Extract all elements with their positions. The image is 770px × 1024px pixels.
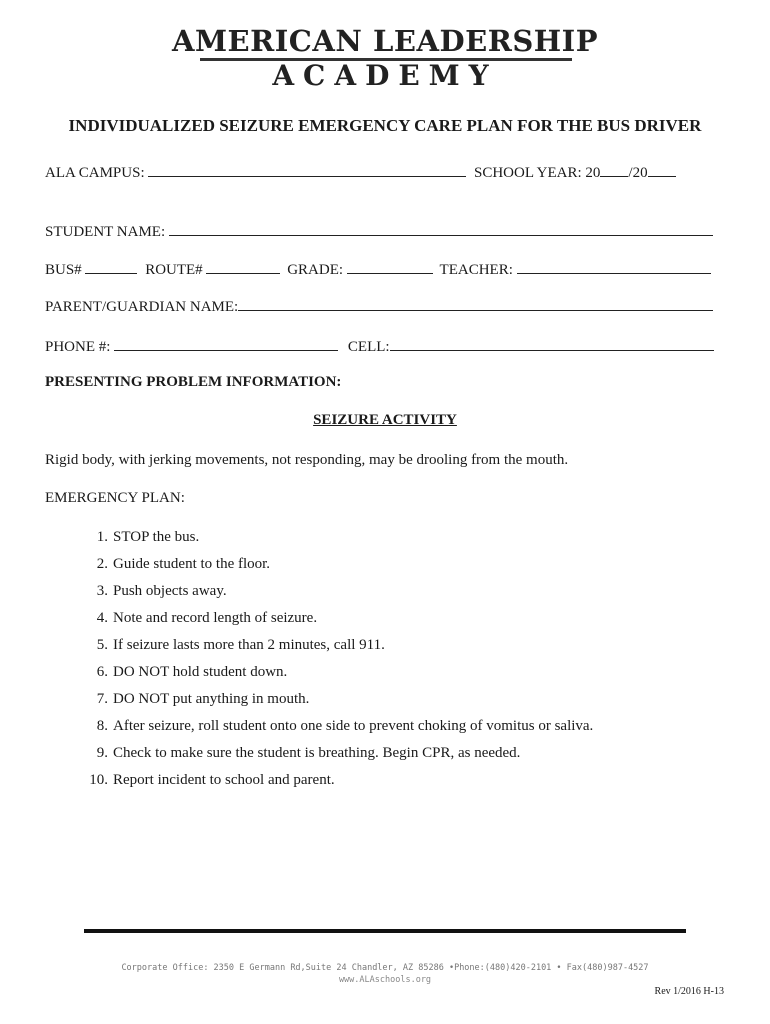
step-number: 10. (89, 772, 108, 788)
student-name-row (45, 221, 713, 241)
campus-field[interactable] (148, 162, 466, 177)
step-number: 3. (96, 583, 108, 599)
student-name-label: STUDENT NAME: (45, 224, 166, 240)
seizure-activity-heading (0, 412, 770, 429)
grade-field[interactable] (347, 259, 433, 274)
parent-label: PARENT/GUARDIAN NAME: (45, 299, 239, 315)
document-title: INDIVIDUALIZED SEIZURE EMERGENCY CARE PLAN FOR THE BUS DRIVER (68, 116, 702, 135)
logo-line-1: AMERICAN LEADERSHIP (171, 24, 599, 58)
campus-label: ALA CAMPUS: (45, 165, 145, 181)
phone-field[interactable] (114, 336, 338, 351)
step-number: 9. (96, 745, 108, 761)
step-text: Note and record length of seizure. (113, 610, 318, 626)
step-number: 2. (96, 556, 108, 572)
revision-note: Rev 1/2016 H-13 (654, 986, 724, 997)
school-year-label: SCHOOL YEAR: 20 (474, 165, 601, 181)
bus-route-row (45, 259, 711, 279)
cell-field[interactable] (390, 336, 714, 351)
campus-row (45, 162, 466, 182)
step-text: After seizure, roll student onto one side to prevent choking of vomitus or saliva. (113, 718, 594, 734)
teacher-label: TEACHER: (439, 262, 513, 278)
step-text: Report incident to school and parent. (113, 772, 335, 788)
step-text: DO NOT put anything in mouth. (113, 691, 310, 707)
student-name-field[interactable] (169, 221, 713, 236)
teacher-field[interactable] (517, 259, 711, 274)
cell-label: CELL: (347, 339, 390, 355)
route-label: ROUTE# (145, 262, 203, 278)
seizure-description: Rigid body, with jerking movements, not responding, may be drooling from the mouth. (45, 452, 569, 468)
parent-row (45, 296, 713, 316)
seizure-activity-text: SEIZURE ACTIVITY (313, 412, 457, 428)
bus-field[interactable] (85, 259, 137, 274)
footer-divider (84, 929, 686, 933)
school-year-mid: /20 (628, 165, 648, 181)
route-field[interactable] (206, 259, 280, 274)
logo-line-2: ACADEMY (272, 59, 498, 92)
step-number: 8. (96, 718, 108, 734)
school-year-start-field[interactable] (600, 162, 628, 177)
footer-address: Corporate Office: 2350 E Germann Rd,Suite 24 Chandler, AZ 85286 •Phone:(480)420-2101 • Fax(480)987-4527 (121, 963, 649, 973)
step-text: Push objects away. (113, 583, 227, 599)
step-number: 1. (96, 529, 108, 545)
step-number: 4. (96, 610, 108, 626)
step-text: If seizure lasts more than 2 minutes, call 911. (113, 637, 385, 653)
phone-label: PHONE #: (45, 339, 111, 355)
step-text: STOP the bus. (113, 529, 200, 545)
phone-row (45, 336, 714, 356)
school-year-row (474, 162, 676, 182)
grade-label: GRADE: (287, 262, 344, 278)
step-text: Guide student to the floor. (113, 556, 271, 572)
parent-field[interactable] (238, 296, 713, 311)
bus-label: BUS# (45, 262, 82, 278)
footer-website: www.ALAschools.org (338, 975, 432, 985)
step-number: 5. (96, 637, 108, 653)
emergency-plan-label: EMERGENCY PLAN: (45, 490, 185, 506)
presenting-problem-heading: PRESENTING PROBLEM INFORMATION: (45, 374, 342, 390)
step-text: DO NOT hold student down. (113, 664, 288, 680)
step-text: Check to make sure the student is breathing. Begin CPR, as needed. (113, 745, 521, 761)
school-year-end-field[interactable] (648, 162, 676, 177)
step-number: 6. (96, 664, 108, 680)
step-number: 7. (96, 691, 108, 707)
